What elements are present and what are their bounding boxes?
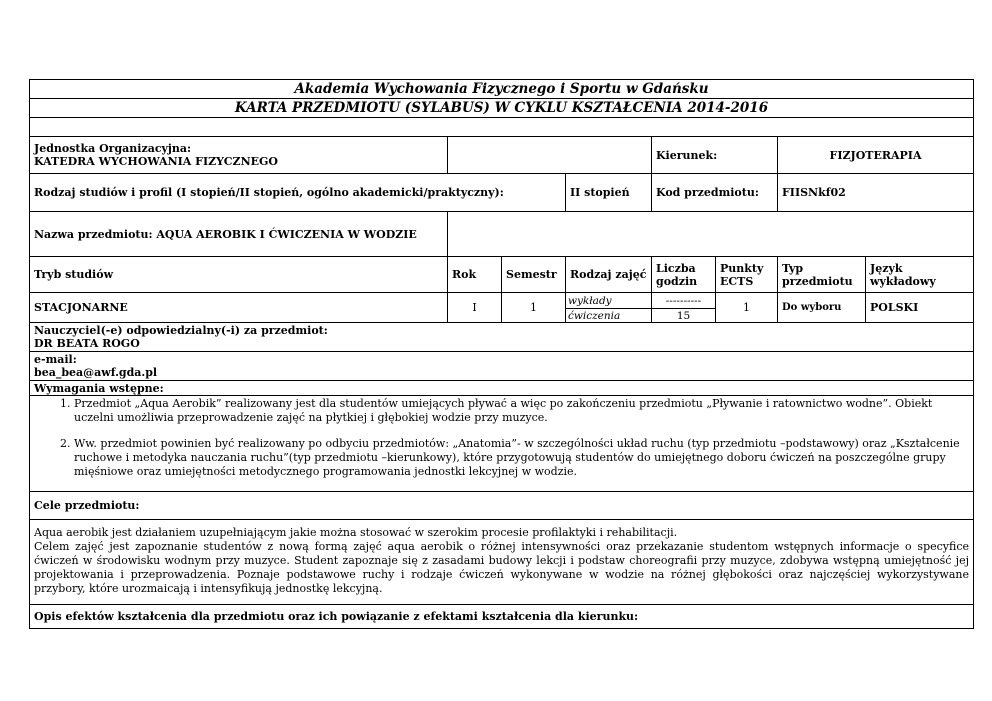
requirements-cell	[30, 396, 974, 492]
goals-label: Cele przedmiotu:	[30, 492, 974, 520]
code-value: FIISNkf02	[778, 174, 974, 212]
university-name: Akademia Wychowania Fizycznego i Sportu w Gdańsku	[30, 80, 974, 99]
data-row-1	[30, 293, 974, 309]
col-rodzaj: Rodzaj zajęć	[566, 257, 652, 293]
effects-label: Opis efektów kształcenia dla przedmiotu oraz ich powiązanie z efektami kształcenia dla kierunku:	[30, 605, 974, 629]
studies-row	[30, 174, 974, 212]
email-value: bea_bea@awf.gda.pl	[34, 366, 158, 379]
goals-label-row	[30, 492, 974, 520]
requirements-list	[34, 397, 969, 479]
rodzaj-wyklady: wykłady	[566, 293, 652, 309]
kierunek-value: FIZJOTERAPIA	[778, 137, 974, 174]
studies-value: II stopień	[566, 174, 652, 212]
goals-cell	[30, 520, 974, 605]
col-typ: Typ przedmiotu	[778, 257, 866, 293]
unit-cell	[30, 137, 448, 174]
code-label: Kod przedmiotu:	[652, 174, 778, 212]
godziny-wyklady: ----------	[652, 293, 716, 309]
header-row-2	[30, 99, 974, 118]
teacher-row	[30, 323, 974, 352]
col-jezyk: Język wykładowy	[866, 257, 974, 293]
teacher-cell	[30, 323, 974, 352]
rok-value: I	[448, 293, 502, 323]
col-tryb: Tryb studiów	[30, 257, 448, 293]
goals-paragraph-2: Celem zajęć jest zapoznanie studentów z nową formą zajęć aqua aerobik o różnej intensywności oraz przekazanie studentom wstępnych informacje o specyfice ćwiczeń w środowisku wodnym przy muzyce. Student zapoznaje się z zasadami budowy lekcji i podstaw choreografii przy muzyce, zdobywa wstępną umiejętność jej projektowania i przeprowadzenia. Poznaje podstawowe ruchy i rodzaje ćwiczeń wykonywane w wodzie na różnej głębokości oraz najczęściej wykorzystywane przybory, które urozmaicają i intensyfikują jednostkę lekcyjną.	[34, 540, 970, 595]
requirement-item: 1. Przedmiot „Aqua Aerobik” realizowany jest dla studentów umiejących pływać a więc po zakończeniu przedmiotu „Pływanie i ratownictwo wodne”. Obiekt uczelni umożliwia przeprowadzenie zajęć na płytkiej i głębokiej wodzie przy muzyce.	[74, 397, 969, 425]
effects-row	[30, 605, 974, 629]
punkty-value: 1	[716, 293, 778, 323]
col-liczba: Liczba godzin	[652, 257, 716, 293]
subject-name: Nazwa przedmiotu: AQUA AEROBIK I ĆWICZENIA W WODZIE	[30, 212, 448, 257]
spacer-row	[30, 118, 974, 137]
kierunek-label: Kierunek:	[652, 137, 778, 174]
unit-label: Jednostka Organizacyjna:	[34, 142, 192, 155]
email-cell	[30, 352, 974, 381]
jezyk-value: POLSKI	[866, 293, 974, 323]
goals-paragraph-1: Aqua aerobik jest działaniem uzupełniającym jakie można stosować w szerokim procesie profilaktyki i rehabilitacji.	[34, 526, 678, 539]
requirements-label-row	[30, 381, 974, 396]
tryb-value: STACJONARNE	[30, 293, 448, 323]
requirement-item: 2. Ww. przedmiot powinien być realizowany po odbyciu przedmiotów: „Anatomia”- w szczególności układ ruchu (typ przedmiotu –podstawowy) oraz „Kształcenie ruchowe i metodyka nauczania ruchu”(typ przedmiotu –kierunkowy), które przygotowują studentów do umiejętnego doboru ćwiczeń na poszczególne grupy mięśniowe oraz umiejętności metodycznego programowania jednostki lekcyjnej w wodzie.	[74, 437, 969, 479]
columns-header-row	[30, 257, 974, 293]
goals-row	[30, 520, 974, 605]
header-row-1	[30, 80, 974, 99]
unit-empty-cell	[448, 137, 652, 174]
syllabus-sheet	[29, 79, 973, 629]
teacher-name: DR BEATA ROGO	[34, 337, 140, 350]
subject-empty-cell	[448, 212, 974, 257]
godziny-cwiczenia: 15	[652, 309, 716, 323]
syllabus-table	[29, 79, 974, 629]
col-rok: Rok	[448, 257, 502, 293]
unit-row	[30, 137, 974, 174]
requirements-label: Wymagania wstępne:	[30, 381, 974, 396]
email-row	[30, 352, 974, 381]
typ-value: Do wyboru	[778, 293, 866, 323]
col-semestr: Semestr	[502, 257, 566, 293]
syllabus-title: KARTA PRZEDMIOTU (SYLABUS) W CYKLU KSZTAŁCENIA 2014-2016	[30, 99, 974, 118]
semestr-value: 1	[502, 293, 566, 323]
unit-value: KATEDRA WYCHOWANIA FIZYCZNEGO	[34, 155, 278, 168]
email-label: e-mail:	[34, 353, 77, 366]
requirements-row	[30, 396, 974, 492]
rodzaj-cwiczenia: ćwiczenia	[566, 309, 652, 323]
studies-label: Rodzaj studiów i profil (I stopień/II stopień, ogólno akademicki/praktyczny):	[30, 174, 566, 212]
teacher-label: Nauczyciel(-e) odpowiedzialny(-i) za przedmiot:	[34, 324, 328, 337]
col-punkty: Punkty ECTS	[716, 257, 778, 293]
subject-row	[30, 212, 974, 257]
